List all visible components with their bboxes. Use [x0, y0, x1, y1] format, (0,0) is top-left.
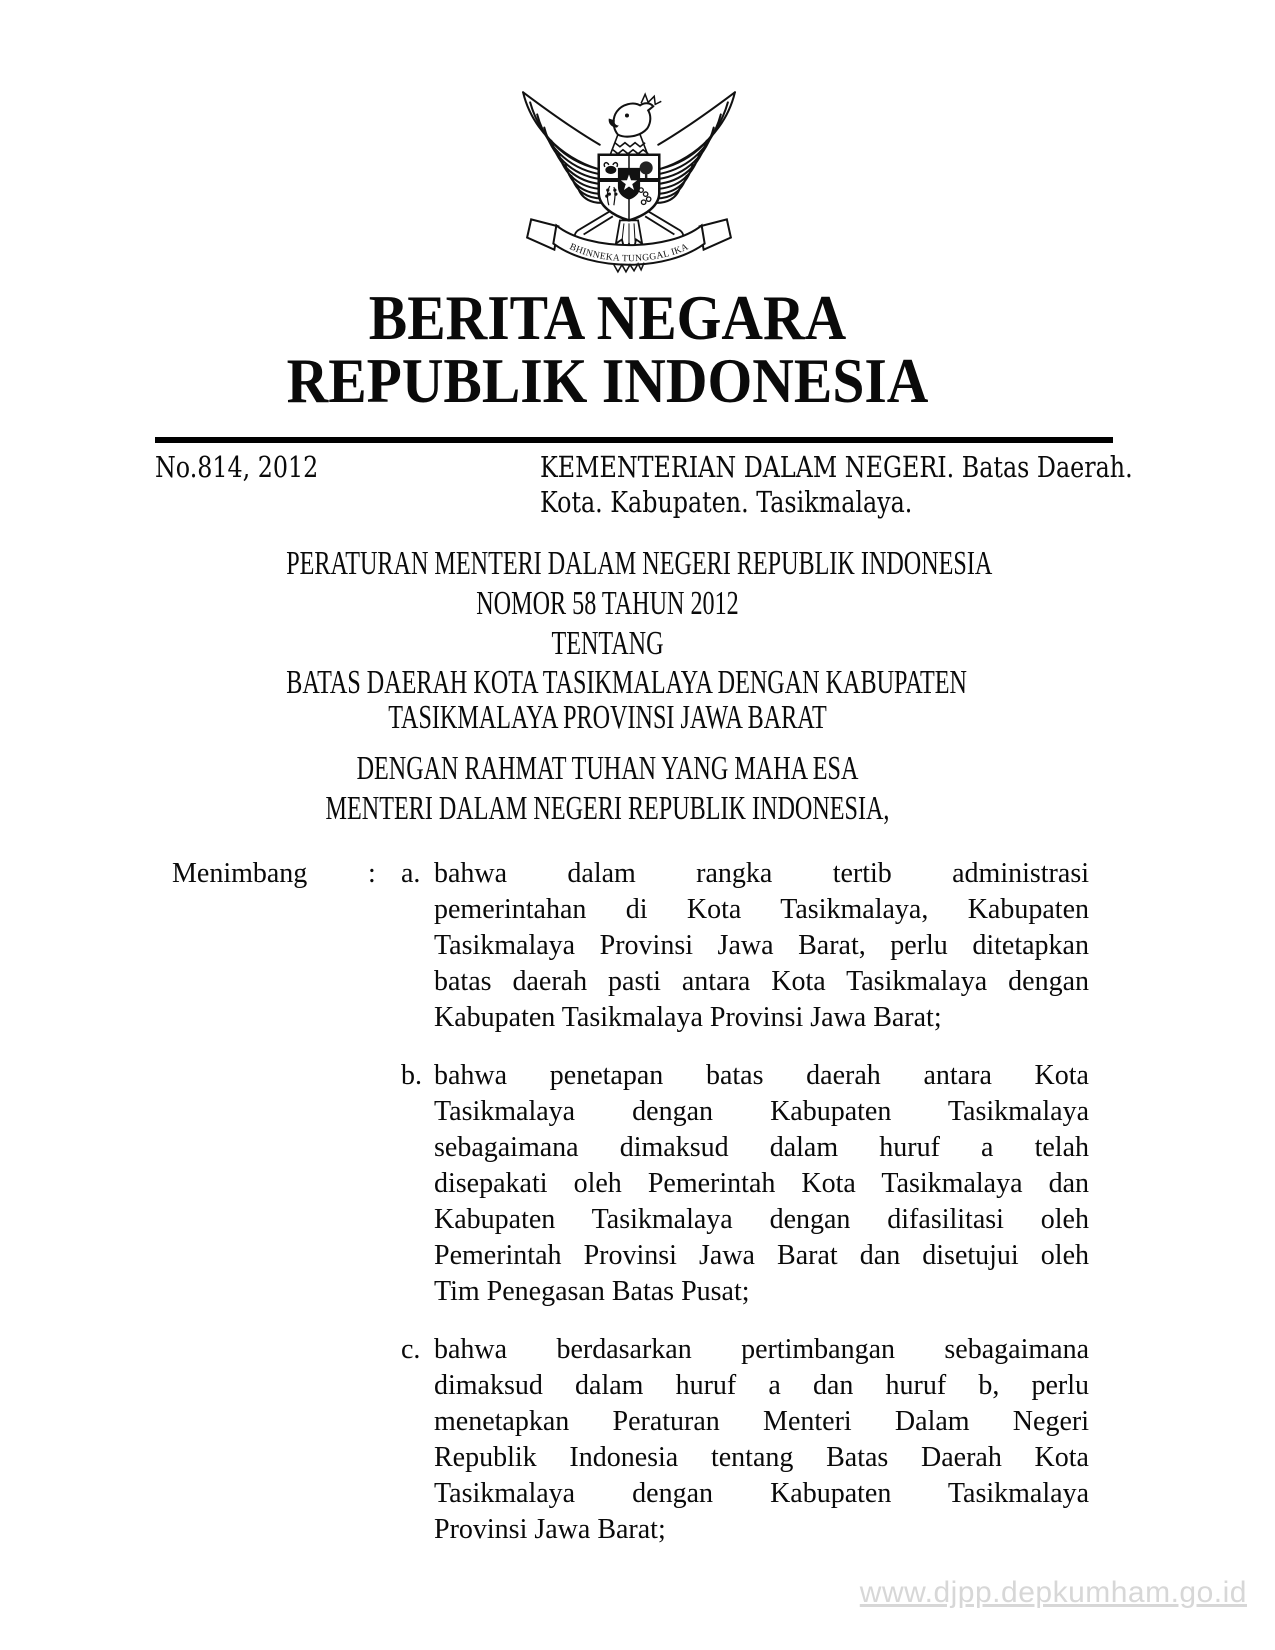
text-line: Tim Penegasan Batas Pusat;	[434, 1276, 750, 1307]
regulation-about-label: TENTANG	[551, 625, 664, 662]
text-line: Pemerintah Provinsi Jawa Barat dan disetujui oleh	[434, 1240, 1089, 1271]
garuda-head	[609, 94, 662, 136]
issue-subject	[540, 450, 1263, 520]
considerations-colon: :	[368, 858, 376, 889]
consideration-item-a	[401, 856, 1089, 1036]
text-line: batas daerah pasti antara Kota Tasikmalaya dengan	[434, 966, 1089, 997]
garuda-eye	[625, 113, 629, 117]
text-line: bahwa berdasarkan pertimbangan sebagaimana	[434, 1334, 1089, 1365]
item-text	[434, 1332, 1089, 1548]
item-text	[434, 856, 1089, 1036]
text-line: Provinsi Jawa Barat;	[434, 1514, 666, 1545]
text-line: dimaksud dalam huruf a dan huruf b, perlu	[434, 1370, 1089, 1401]
item-marker: a.	[401, 858, 421, 889]
consideration-item-b	[401, 1058, 1089, 1310]
text-line: Kabupaten Tasikmalaya Provinsi Jawa Barat;	[434, 1002, 942, 1033]
masthead-title-line1: BERITA NEGARA	[368, 282, 847, 353]
text-line: menetapkan Peraturan Menteri Dalam Negeri	[434, 1406, 1089, 1437]
text-line: disepakati oleh Pemerintah Kota Tasikmalaya dan	[434, 1168, 1089, 1199]
item-marker: b.	[401, 1060, 422, 1091]
regulation-about	[155, 665, 1060, 735]
considerations-label: Menimbang	[172, 858, 308, 889]
regulation-about-line1: BATAS DAERAH KOTA TASIKMALAYA DENGAN KABUPATEN	[286, 664, 967, 701]
masthead	[155, 282, 1060, 416]
regulation-about-line2: TASIKMALAYA PROVINSI JAWA BARAT	[388, 699, 827, 736]
consideration-item-c	[401, 1332, 1089, 1548]
text-line: Kabupaten Tasikmalaya dengan difasilitasi oleh	[434, 1204, 1089, 1235]
regulation-issuer: MENTERI DALAM NEGERI REPUBLIK INDONESIA,	[325, 790, 890, 827]
watermark-url: www.djpp.depkumham.go.id	[859, 1576, 1247, 1609]
text-line: pemerintahan di Kota Tasikmalaya, Kabupaten	[434, 894, 1089, 925]
regulation-title: PERATURAN MENTERI DALAM NEGERI REPUBLIK INDONESIA	[286, 545, 993, 582]
regulation-invocation: DENGAN RAHMAT TUHAN YANG MAHA ESA	[356, 750, 859, 787]
item-marker: c.	[401, 1334, 421, 1365]
text-line: bahwa penetapan batas daerah antara Kota	[434, 1060, 1089, 1091]
issue-subject-line2: Kota. Kabupaten. Tasikmalaya.	[540, 485, 913, 519]
text-line: sebagaimana dimaksud dalam huruf a telah	[434, 1132, 1089, 1163]
considerations-items	[401, 856, 1089, 1548]
issue-number: No.814, 2012	[155, 450, 319, 484]
star-icon	[618, 168, 640, 200]
text-line: Republik Indonesia tentang Batas Daerah Kota	[434, 1442, 1089, 1473]
pancasila-shield	[599, 155, 660, 221]
regulation-headings	[155, 544, 1060, 829]
motto-text: BHINNEKA TUNGGAL IKA	[567, 241, 691, 265]
text-line: Tasikmalaya Provinsi Jawa Barat, perlu ditetapkan	[434, 930, 1089, 961]
regulation-number: NOMOR 58 TAHUN 2012	[476, 585, 739, 622]
issue-subject-line1: KEMENTERIAN DALAM NEGERI. Batas Daerah.	[540, 450, 1133, 484]
text-line: Tasikmalaya dengan Kabupaten Tasikmalaya	[434, 1096, 1089, 1127]
considerations-section	[172, 856, 1093, 1548]
garuda-neck	[610, 135, 648, 156]
masthead-rule	[155, 437, 1113, 443]
text-line: bahwa dalam rangka tertib administrasi	[434, 858, 1089, 889]
masthead-title-line2: REPUBLIK INDONESIA	[286, 345, 929, 416]
item-text	[434, 1058, 1089, 1310]
issue-row	[155, 450, 1133, 520]
garuda-pancasila-emblem	[513, 82, 745, 274]
text-line: Tasikmalaya dengan Kabupaten Tasikmalaya	[434, 1478, 1089, 1509]
